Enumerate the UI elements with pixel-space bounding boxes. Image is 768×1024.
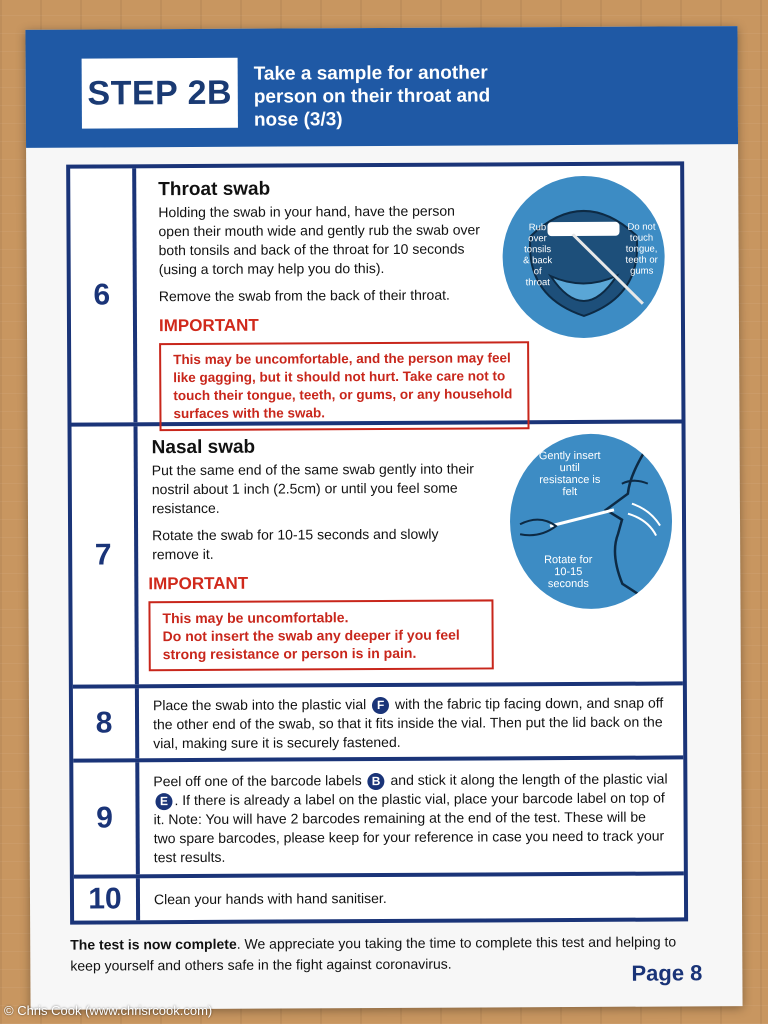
important-label: IMPORTANT [158, 315, 259, 336]
barcode-b-badge: B [368, 773, 385, 790]
step-content [153, 769, 671, 867]
step-text: . If there is already a label on the plastic vial, place your barcode label on top of it. Note: You will have 2 barcodes remaining at the end of the test. These will be two spare barcodes, please keep for your reference in case you need to track your test results. [153, 789, 665, 866]
step-title: Nasal swab [151, 436, 256, 459]
throat-swab-illustration [502, 176, 665, 339]
instruction-leaflet [25, 26, 742, 1010]
header-banner [25, 26, 738, 148]
illustration-label: Gently insert until resistance is felt [538, 449, 601, 499]
step-row-9 [73, 759, 684, 878]
step-text: Place the swab into the plastic vial [152, 696, 367, 714]
page-number: Page 8 [631, 960, 703, 986]
step-row-6 [70, 165, 681, 426]
step-title: Throat swab [158, 178, 271, 201]
photo-credit: © Chris Cook (www.chrisrcook.com) [4, 1003, 213, 1018]
important-block [148, 572, 494, 671]
step-number: 9 [73, 762, 140, 874]
step-row-7 [72, 423, 683, 688]
steps-table [66, 161, 688, 924]
step-text: Peel off one of the barcode labels [153, 772, 362, 790]
step-row-10 [74, 875, 684, 920]
step-text: with the fabric tip facing down, and snap off the other end of the swab, so that it fits inside the vial. Then put the lid back on the vial, making sure it is securely fastened. [153, 694, 664, 752]
step-paragraph: Holding the swab in your hand, have the person open their mouth wide and gently rub the swab over both tonsils and back of the throat for 10 seconds (using a torch may help you do this). [158, 202, 480, 278]
nasal-swab-illustration [510, 433, 673, 609]
step-label: STEP 2B [82, 58, 238, 129]
step-content [152, 433, 478, 573]
step-content [158, 174, 481, 314]
important-block [159, 314, 530, 431]
warning-box [148, 599, 493, 671]
step-content [154, 887, 672, 909]
step-number: 8 [73, 688, 139, 758]
step-text: Clean your hands with hand sanitiser. [153, 889, 387, 908]
warning-line: This may be uncomfortable. [162, 609, 349, 627]
step-number: 7 [72, 426, 139, 684]
completion-message [70, 931, 690, 976]
warning-line: Do not insert the swab any deeper if you feel strong resistance or person is in pain. [162, 626, 460, 663]
header-title: Take a sample for another person on their throat and nose (3/3) [253, 62, 491, 131]
step-content [153, 694, 671, 754]
step-row-8 [73, 685, 683, 762]
illustration-label: Do not touch tongue, teeth or gums [625, 221, 658, 277]
step-paragraph: Remove the swab from the back of their throat. [158, 286, 450, 305]
illustration-label: Rotate for 10-15 seconds [544, 553, 593, 591]
completion-bold: The test is now complete [70, 935, 237, 953]
illustration-label: Rub over tonsils & back of throat [523, 222, 553, 289]
step-number: 6 [70, 168, 137, 422]
step-number: 10 [74, 878, 140, 920]
warning-box: This may be uncomfortable, and the person may feel like gagging, but it should not hurt. Take care not to touch their tongue, teeth, or gums, or any household surfaces with the swab. [159, 341, 529, 431]
step-text: and stick it along the length of the plastic vial [390, 770, 668, 788]
important-label: IMPORTANT [148, 573, 249, 594]
step-paragraph: Put the same end of the same swab gently into their nostril about 1 inch (2.5cm) or until you feel some resistance. [151, 460, 474, 517]
step-paragraph: Rotate the swab for 10-15 seconds and slowly remove it. [152, 525, 439, 563]
completion-rest: . We appreciate you taking the time to complete this test and helping to keep yourself and others safe in the fight against coronavirus. [70, 933, 677, 974]
vial-f-badge: F [372, 697, 389, 714]
vial-e-badge: E [155, 793, 172, 810]
